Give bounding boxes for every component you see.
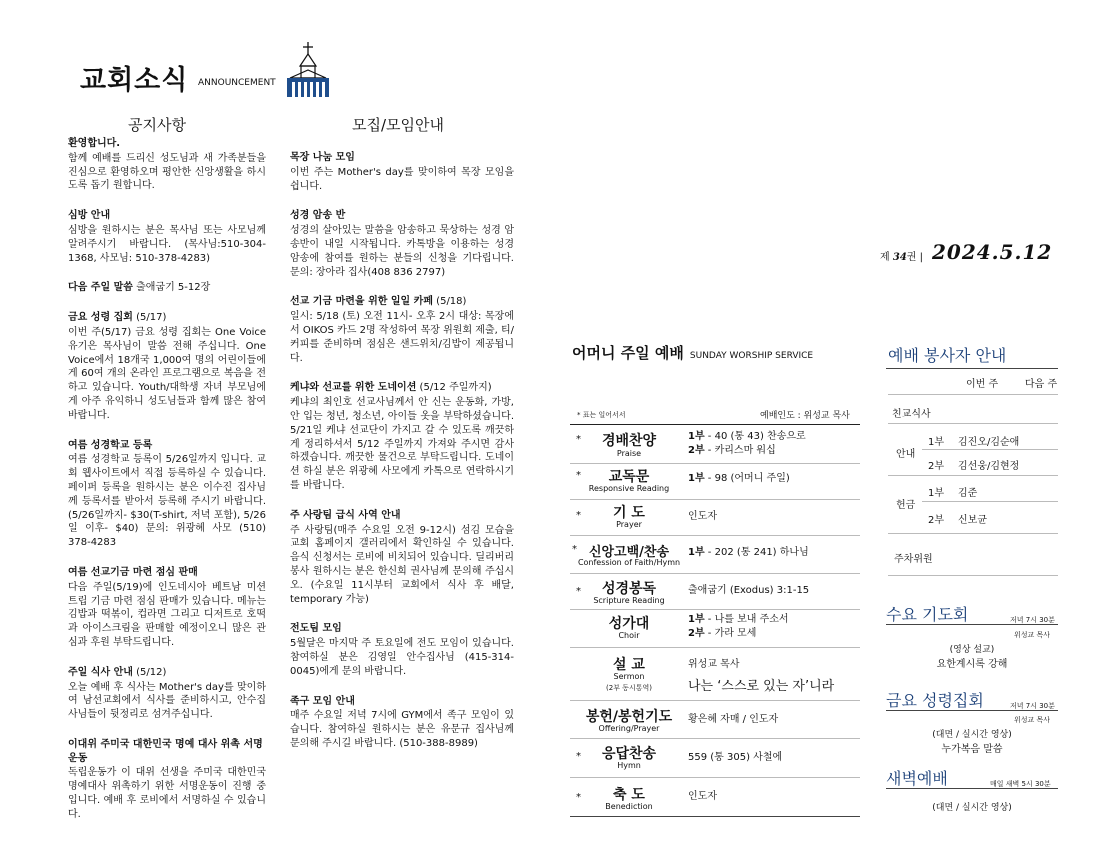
recruit-item [290,209,514,279]
notice-item [68,738,266,822]
notice-body: 다음 주일(5/19)에 인도네시아 베트남 미션 트립 기금 마련 점심 판매가 있습니다. 메뉴는 김밥과 떡볶이, 컵라면 그리고 디저트로 호떡과 아이스크림을 판매할 예정이오니 많은 관심과 후원 부탁드립니다. [68,581,266,648]
notice-body: 독립운동가 이 대위 선생을 주미국 대한민국 명예대사 위촉하기 위한 서명운동이 진행 중입니다. 예배 후 로비에서 서명하실 수 있습니다. [68,767,266,820]
stand-mark: * [576,510,581,521]
notice-title: 이대위 주미국 대한민국 명예 대사 위촉 서명운동 [68,738,263,764]
order-name-en: Sermon [613,672,645,681]
recruit-item [290,381,514,492]
volume-label [880,248,923,263]
order-row [570,778,860,816]
order-name-en: Hymn [617,761,641,770]
dawn-time: 매일 새벽 5시 30분 [990,780,1051,788]
recruit-item [290,295,514,365]
notice-title: 다음 주일 말씀 [68,282,133,294]
wed-leader: 위성교 목사 [1014,631,1051,639]
notice-title-suffix: (5/12) [132,666,167,678]
worship-title-ko: 어머니 주일 예배 [572,344,684,362]
order-name-en: Choir [618,631,640,640]
order-name-en: Responsive Reading [588,484,670,493]
order-name: 성가대 [608,616,650,632]
order-content: 인도자 [688,791,717,802]
church-icon [284,42,332,98]
order-content: 위성교 목사 [688,659,740,670]
offering-names: 신보균 [958,515,987,526]
order-content: - 202 (통 241) 하나님 [704,547,809,558]
notice-body: 이번 주(5/17) 금요 성령 집회는 One Voice 유기은 목사님이 말씀 전해 주십니다. One Voice에서 18개국 1,000여 명의 어린이들에게 60여 개의 온라인 프로그램으로 복음을 전하고 있습니다. Youth/대학생 자녀 부모님에게 아주 유익하니 성도님들과 함께 많은 참여 바랍니다. [68,326,266,421]
order-content: - 카리스마 워십 [704,445,776,456]
wed-prayer-title: 수요 기도회 [886,605,969,624]
order-row [570,464,860,500]
star-note: * 표는 일어서서 [577,411,626,419]
stand-mark: * [576,586,581,597]
offering-part: 1부 [928,488,945,499]
order-content: 황은혜 자매 / 인도자 [688,714,779,725]
order-name-en: Offering/Prayer [598,724,660,733]
recruit-title: 목장 나눔 모임 [290,152,355,163]
recruit-title-suffix: (5/18) [433,296,467,308]
fri-note: (대면 / 실시간 영상) [932,730,1012,740]
recruit-title-suffix: (5/12 주일까지) [416,382,492,394]
order-name-en: Benediction [605,802,653,811]
wed-note: (영상 설교) [949,645,995,655]
usher-part: 1부 [928,437,945,448]
col-next-week: 다음 주 [1025,379,1058,390]
order-content: - 40 (통 43) 찬송으로 [704,431,806,442]
notice-item [68,137,266,193]
divider [888,394,1058,395]
notice-title: 여름 선교기금 마련 점심 판매 [68,566,198,578]
fri-leader: 위성교 목사 [1014,716,1051,724]
notice-title: 여름 성경학교 등록 [68,439,153,451]
order-name: 축 도 [613,787,645,803]
fri-title: 금요 성령집회 [886,691,984,710]
order-row [570,500,860,536]
recruit-item [290,509,514,607]
recruit-body: 케냐의 최인호 선교사님께서 안 신는 운동화, 가방, 안 입는 청년, 청소년, 아이들 옷을 부탁하셨습니다. 5/21일 케냐 선교단이 가지고 갈 수 있도록 깨끗하게 정리하셔서 5/12 주일까지 가져와 주시면 감사하겠습니다. 깨끗한 물건으로 부탁드립니다. 도네이션 하실 분은 위광혜 사모에게 카톡으로 연락하시기를 바랍니다. [290,397,514,491]
dawn-note: (대면 / 실시간 영상) [932,803,1012,813]
recruit-title: 성경 암송 반 [290,210,346,222]
order-row [570,428,860,466]
order-name: 교독문 [608,469,650,485]
divider [570,816,860,817]
notice-item [68,566,266,650]
stand-mark: * [576,792,581,803]
order-part: 2부 [688,445,705,456]
order-content: 인도자 [688,511,717,522]
order-name: 응답찬송 [601,746,657,762]
order-content: - 나를 보내 주소서 [704,614,789,625]
usher-names: 김진오/김순애 [958,437,1020,448]
recruit-item [290,151,514,193]
order-row [570,536,860,574]
divider [888,423,1058,424]
notice-body: 함께 예배를 드리신 성도님과 새 가족분들을 진심으로 환영하오며 평안한 신앙생활을 하시도록 돕기 원합니다. [68,152,266,192]
divider [922,449,1058,450]
worship-title-en: SUNDAY WORSHIP SERVICE [689,351,814,361]
order-part: 1부 [688,614,705,625]
recruit-list [290,151,514,767]
notice-body: 오늘 예배 후 식사는 Mother's day를 맞이하여 남선교회에서 식사를 준비하시고, 안수집사님들이 뒷정리로 섬겨주십니다. [68,681,266,721]
notice-item [68,209,266,265]
order-content: 출애굽기 (Exodus) 3:1-15 [688,585,810,596]
dawn-title: 새벽예배 [886,769,948,788]
order-row [570,610,860,648]
notice-title: 심방 안내 [68,210,111,222]
volume-prefix: 제 [880,252,890,263]
stand-mark: * [576,751,581,762]
order-name-en: Prayer [616,520,642,529]
recruit-title: 주 사랑팀 급식 사역 안내 [290,509,401,521]
notice-item [68,439,266,550]
order-part: 1부 [688,473,705,484]
fri-sub: 누가복음 말씀 [941,744,1003,755]
order-row [570,701,860,739]
order-part: 1부 [688,431,705,442]
notice-title-suffix: (5/17) [132,312,167,324]
usher-part: 2부 [928,461,945,472]
usher-label: 안내 [896,449,916,460]
order-row [570,739,860,777]
notice-item [68,311,266,422]
stand-mark: * [576,434,581,445]
recruit-heading: 모집/모임안내 [352,116,444,134]
divider [886,368,1058,369]
order-name: 성경봉독 [601,581,657,597]
notice-body: 여름 성경학교 등록이 5/26일까지 입니다. 교회 웹사이트에서 직접 등록하실 수 있습니다. 페이퍼 등록을 원하시는 분은 이수진 집사님께 등록서를 받아서 등록해 주시기 바랍니다. (5/26일까지- $30(T-shirt, 저녁 포함), 5/26일 이후- $40) 문의: 위광혜 사모 (510) 378-4283 [68,454,266,549]
offering-part: 2부 [928,515,945,526]
notice-body: 심방을 원하시는 분은 목사님 또는 사모님께 알려주시기 바랍니다. (목사님:510-304-1368, 사모님: 510-378-4283) [68,224,266,264]
wed-time: 저녁 7시 30분 [1010,616,1055,624]
notice-title-suffix: 출애굽기 5-12장 [132,282,211,294]
worship-leader: 예배인도 : 위성교 목사 [760,411,850,421]
order-name: 신앙고백/찬송 [588,545,670,560]
offering-label: 헌금 [896,500,916,511]
recruit-body: 주 사랑팀(매주 수요일 오전 9-12시) 섬김 모습을 교회 홈페이지 갤러리에서 확인하실 수 있습니다. 음식 신청서는 로비에 비치되어 있습니다. 딜리버리 봉사 원하시는 분은 한신희 권사님께 문의해 주십시오. (수요일 11시부터 교회에서 식사 후 배달, temporary 가능) [290,524,514,605]
usher-names: 김선웅/김현정 [958,461,1020,472]
order-content: 559 (통 305) 사철에 [688,752,783,763]
recruit-item [290,695,514,751]
greeter-label: 친교식사 [892,409,931,420]
notice-item [68,281,266,295]
notices-list [68,137,266,838]
divider [922,501,1058,502]
order-name-note: (2부 동시통역) [606,684,652,692]
order-name-en: Praise [616,449,642,458]
page-subtitle: ANNOUNCEMENT [198,78,276,88]
parking-label: 주차위원 [894,554,933,565]
order-row [570,648,860,700]
notices-heading: 공지사항 [128,116,186,134]
wed-sub: 요한계시록 강해 [936,659,1008,670]
order-name: 설 교 [613,657,645,673]
divider [888,475,1058,476]
notice-title: 금요 성령 집회 [68,312,133,324]
recruit-title: 족구 모임 안내 [290,695,355,707]
worship-title [572,342,813,363]
recruit-title: 선교 기금 마련을 위한 일일 카페 [290,296,433,308]
recruit-body: 이번 주는 Mother's day를 맞이하여 목장 모임을 쉽니다. [290,166,514,192]
notice-title: 환영합니다. [68,138,121,149]
recruit-title: 전도팀 모임 [290,623,342,635]
order-part: 1부 [688,547,705,558]
volunteers-title: 예배 봉사자 안내 [888,346,1007,365]
offering-names: 김준 [958,488,978,499]
stand-mark: * [572,544,577,555]
recruit-body: 매주 수요일 저녁 7시에 GYM에서 족구 모임이 있습니다. 참여하실 원하시는 분은 유문규 집사님께 문의해 주시길 바랍니다. (510-388-8989) [290,710,514,749]
volume-number: 34 [892,252,907,263]
recruit-title: 케냐와 선교를 위한 도네이션 [290,382,417,394]
order-name: 봉헌/봉헌기도 [585,709,673,725]
order-content: - 가라 모세 [704,628,757,639]
recruit-item [290,622,514,678]
order-name: 기 도 [613,505,645,521]
col-this-week: 이번 주 [966,379,999,390]
recruit-body: 일시: 5/18 (토) 오전 11시- 오후 2시 대상: 목장에서 OIKOS 카드 2명 작성하여 목장 위원회 제출, 티/커피를 준비하며 점심은 샌드위치/김밥이 제공됩니다. [290,311,514,364]
divider [888,575,1058,576]
order-name-en: Scripture Reading [593,596,665,605]
sermon-title: 나는 ‘스스로 있는 자’니라 [688,679,835,694]
fri-time: 저녁 7시 30분 [1010,702,1055,710]
recruit-body: 성경의 살아있는 말씀을 암송하고 묵상하는 성경 암송반이 내일 시작됩니다. 카톡방을 이용하는 성경 암송에 참여를 원하는 분들의 신청을 기다립니다. 문의: 장아라 집사(408 836 2797) [290,225,514,278]
recruit-body: 5월달은 마지막 주 토요일에 전도 모임이 있습니다. 참여하실 분은 김영일 안수집사님 (415-314-0045)에게 문의 바랍니다. [290,638,514,677]
order-content: - 98 (어머니 주일) [704,473,790,484]
order-name-en: Confession of Faith/Hymn [577,558,681,567]
order-row [570,574,860,610]
order-part: 2부 [688,628,705,639]
order-name: 경배찬양 [601,433,657,449]
notice-item [68,666,266,722]
divider [888,533,1058,534]
stand-mark: * [576,470,581,481]
notice-title: 주일 식사 안내 [68,666,133,678]
volume-suffix: 권 | [906,252,923,263]
page-title: 교회소식 [80,65,189,96]
divider [570,424,860,425]
issue-date: 2024.5.12 [932,240,1053,264]
